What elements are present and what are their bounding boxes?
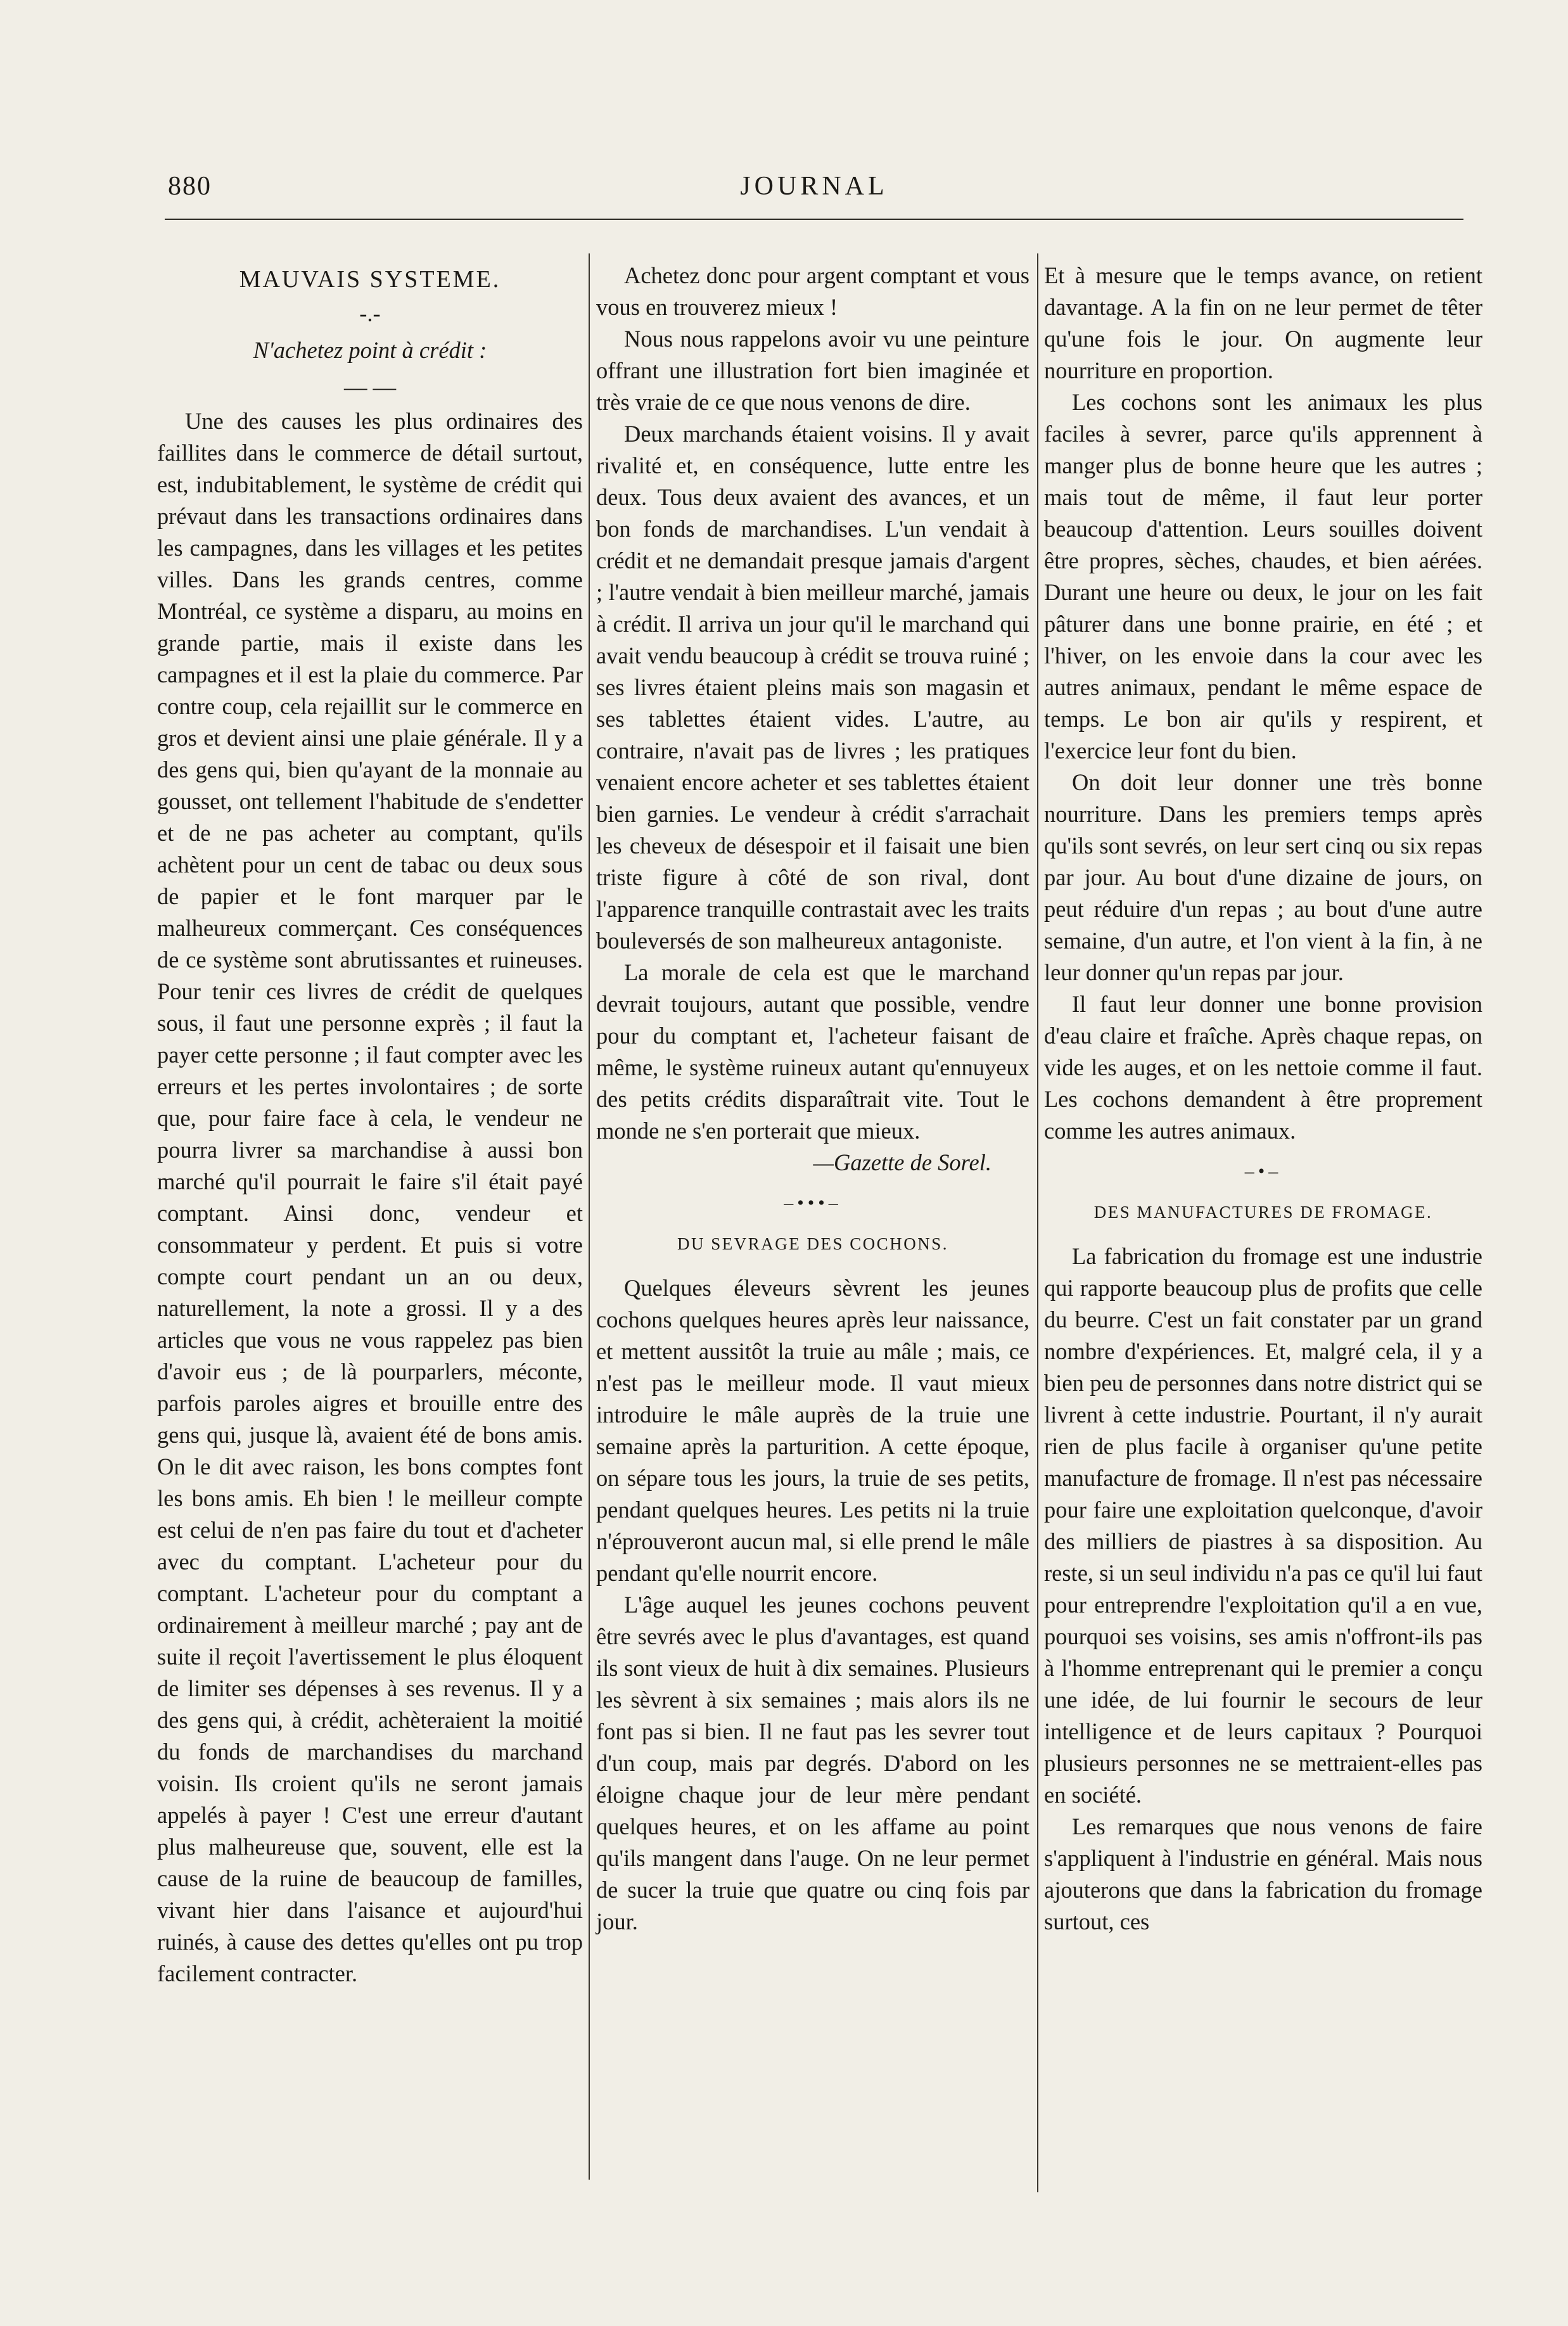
article-paragraph: Nous nous rappelons avoir vu une peinture offrant une illustration fort bien imaginée et très vraie de ce que nous venons de dire. bbox=[596, 326, 1029, 415]
article-paragraph: Il faut leur donner une bonne provision d'eau claire et fraîche. Après chaque repas, on vide les auges, et on les nettoie comme il faut. Les cochons demandent à être proprement comme les autres animaux. bbox=[1044, 991, 1482, 1144]
article-paragraph: Une des causes les plus ordinaires des faillites dans le commerce de détail surtout, est, indubitablement, le système de crédit qui prévaut dans les transactions ordinaires dans les campagnes, dans les villages et les petites villes. Dans les grands centres, comme Montréal, ce système a disparu, au moins en grande partie, mais il existe dans les campagnes et il est la plaie du commerce. Par contre coup, cela rejaillit sur le commerce en gros et devient ainsi une plaie générale. Il y a des gens qui, bien qu'ayant de la monnaie au gousset, ont tellement l'habitude de s'endetter et de ne pas acheter au comptant, qu'ils achètent pour un cent de tabac ou deux sous de papier et le font marquer par le malheureux commerçant. Ces conséquences de ce système sont abrutissantes et ruineuses. Pour tenir ces livres de crédit de quelques sous, il faut une personne exprès ; il faut la payer cette personne ; il faut compter avec les erreurs et les pertes involontaires ; de sorte que, pour faire face à cela, le vendeur ne pourra livrer sa marchandise à aussi bon marché qu'il pourrait le faire s'il était payé comptant. Ainsi donc, vendeur et consommateur y perdent. Et puis si votre compte court pendant un an ou deux, naturellement, la note a grossi. Il y a des articles que vous ne vous rappelez pas bien d'avoir eus ; de là pourparlers, méconte, parfois paroles aigres et brouille entre des gens qui, jusque là, avaient été de bons amis. On le dit avec raison, les bons comptes font les bons amis. Eh bien ! le meilleur compte est celui de n'en pas faire du tout et d'acheter avec du comptant. L'acheteur pour du comptant. L'acheteur pour du comptant a ordinairement à meilleur marché ; pay ant de suite il reçoit l'avertissement le plus éloquent de limiter ses dépenses à ses revenus. Il y a des gens qui, à crédit, achèteraient la moitié du fonds de marchandises du marchand voisin. Ils croient qu'ils ne seront jamais appelés à payer ! C'est une erreur d'autant plus malheureuse que, souvent, elle est la cause de la ruine de beaucoup de familles, vivant hier dans l'aisance et aujourd'hui ruinés, à cause des dettes qu'elles ont pu trop facilement contracter. bbox=[157, 408, 583, 1986]
section-separator: –•••– bbox=[784, 1192, 842, 1213]
running-title: JOURNAL bbox=[740, 172, 888, 201]
article-paragraph: Les cochons sont les animaux les plus faciles à sevrer, parce qu'ils apprennent à manger plus de bonne heure que les autres ; mais tout de même, il faut leur porter beaucoup d'attention. Leurs souilles doivent être propres, sèches, chaudes, et bien aérées. Durant une heure ou deux, le jour on les fait pâturer dans une bonne prairie, en été ; et l'hiver, on les envoie dans la cour avec les autres animaux, pendant le même espace de temps. Le bon air qu'ils y respirent, et l'exercice leur font du bien. bbox=[1044, 389, 1482, 764]
article-paragraph: La fabrication du fromage est une industrie qui rapporte beaucoup plus de profits que celle du beurre. C'est un fait constater par un grand nombre d'expériences. Et, malgré cela, il y a bien peu de personnes dans notre district qui se livrent à cette industrie. Pourtant, il n'y aurait rien de plus facile à organiser qu'une petite manufacture de fromage. Il n'est pas nécessaire pour faire une exploitation quelconque, d'avoir des milliers de piastres à sa disposition. Au reste, si un seul individu n'a pas ce qu'il lui faut pour entreprendre l'exploitation qu'il a en vue, pourquoi ses voisins, ses amis n'offront-ils pas à l'homme entreprenant qui le premier a conçu une idée, de lui fournir le secours de leur intelligence et de leurs capitaux ? Pourquoi plusieurs personnes ne se mettraient-elles pas en société. bbox=[1044, 1243, 1482, 1808]
article-paragraph: Quelques éleveurs sèvrent les jeunes cochons quelques heures après leur naissance, et mettent aussitôt la truie au mâle ; mais, ce n'est pas le meilleur mode. Il vaut mieux introduire le mâle auprès de la truie une semaine après la parturition. A cette époque, on sépare tous les jours, la truie de ses petits, pendant quelques heures. Les petits ni la truie n'éprouveront aucun mal, si elle prend le mâle pendant qu'elle nourrit encore. bbox=[596, 1275, 1029, 1586]
article-paragraph: La morale de cela est que le marchand devrait toujours, autant que possible, vendre pour du comptant et, l'acheteur faisant de même, le système ruineux autant qu'ennuyeux des petits crédits disparaîtrait vite. Tout le monde ne s'en porterait que mieux. bbox=[596, 959, 1029, 1144]
article-paragraph: Les remarques que nous venons de faire s'appliquent à l'industrie en général. Mais nous ajouterons que dans la fabrication du fromage surtout, ces bbox=[1044, 1813, 1482, 1934]
column-2 bbox=[596, 260, 1029, 1938]
article-paragraph: Deux marchands étaient voisins. Il y avait rivalité et, en conséquence, lutte entre les deux. Tous deux avaient des avances, et un bon fonds de marchandises. L'un vendait à crédit et ne demandait presque jamais d'argent ; l'autre vendait à bien meilleur marché, jamais à crédit. Il arriva un jour qu'il le marchand qui avait vendu beaucoup à crédit se trouva ruiné ; ses livres étaient pleins mais son magasin et ses tablettes étaient vides. L'autre, au contraire, n'avait pas de livres ; les pratiques venaient encore acheter et ses tablettes étaient bien garnies. Le vendeur à crédit s'arrachait les cheveux de désespoir et il faisait une bien triste figure à côté de son rival, dont l'apparence tranquille contrastait avec les traits bouleversés de son malheureux antagoniste. bbox=[596, 421, 1029, 954]
page-number: 880 bbox=[168, 172, 212, 201]
source-signature: —Gazette de Sorel. bbox=[813, 1149, 991, 1175]
article-paragraph: Et à mesure que le temps avance, on retient davantage. A la fin on ne leur permet de têter qu'une fois le jour. On augmente leur nourriture en proportion. bbox=[1044, 262, 1482, 383]
article-subtitle: N'achetez point à crédit : bbox=[253, 337, 487, 363]
column-3 bbox=[1044, 260, 1482, 1938]
section-separator: –•– bbox=[1244, 1161, 1282, 1182]
title-ornament: -.- bbox=[359, 300, 381, 326]
article-paragraph: L'âge auquel les jeunes cochons peuvent être sevrés avec le plus d'avantages, est quand ils sont vieux de huit à dix semaines. Plusieurs les sèvrent à six semaines ; mais alors ils ne font pas si bien. Il ne faut pas les sevrer tout d'un coup, mais par degrés. D'abord on les éloigne chaque jour de leur mère pendant quelques heures, et on les affame au point qu'ils mangent dans l'auge. On ne leur permet de sucer la truie que quatre ou cinq fois par jour. bbox=[596, 1592, 1029, 1934]
column-divider bbox=[589, 253, 590, 2180]
column-divider bbox=[1037, 253, 1038, 2192]
column-1 bbox=[157, 260, 583, 1990]
article-title: MAUVAIS SYSTEME. bbox=[239, 266, 501, 293]
article-title: DU SEVRAGE DES COCHONS. bbox=[677, 1234, 949, 1253]
subtitle-ornament: — — bbox=[343, 374, 397, 400]
article-paragraph: On doit leur donner une très bonne nourriture. Dans les premiers temps après qu'ils sont sevrés, on leur sert cinq ou six repas par jour. Au bout d'une dizaine de jours, on peut réduire d'un repas ; au bout d'une autre semaine, d'un autre, et l'on vient à la fin, à ne leur donner qu'un repas par jour. bbox=[1044, 769, 1482, 985]
article-paragraph: Achetez donc pour argent comptant et vous vous en trouverez mieux ! bbox=[596, 262, 1029, 320]
header-rule bbox=[165, 219, 1463, 220]
page-header bbox=[168, 171, 1460, 209]
article-title: DES MANUFACTURES DE FROMAGE. bbox=[1093, 1203, 1433, 1222]
